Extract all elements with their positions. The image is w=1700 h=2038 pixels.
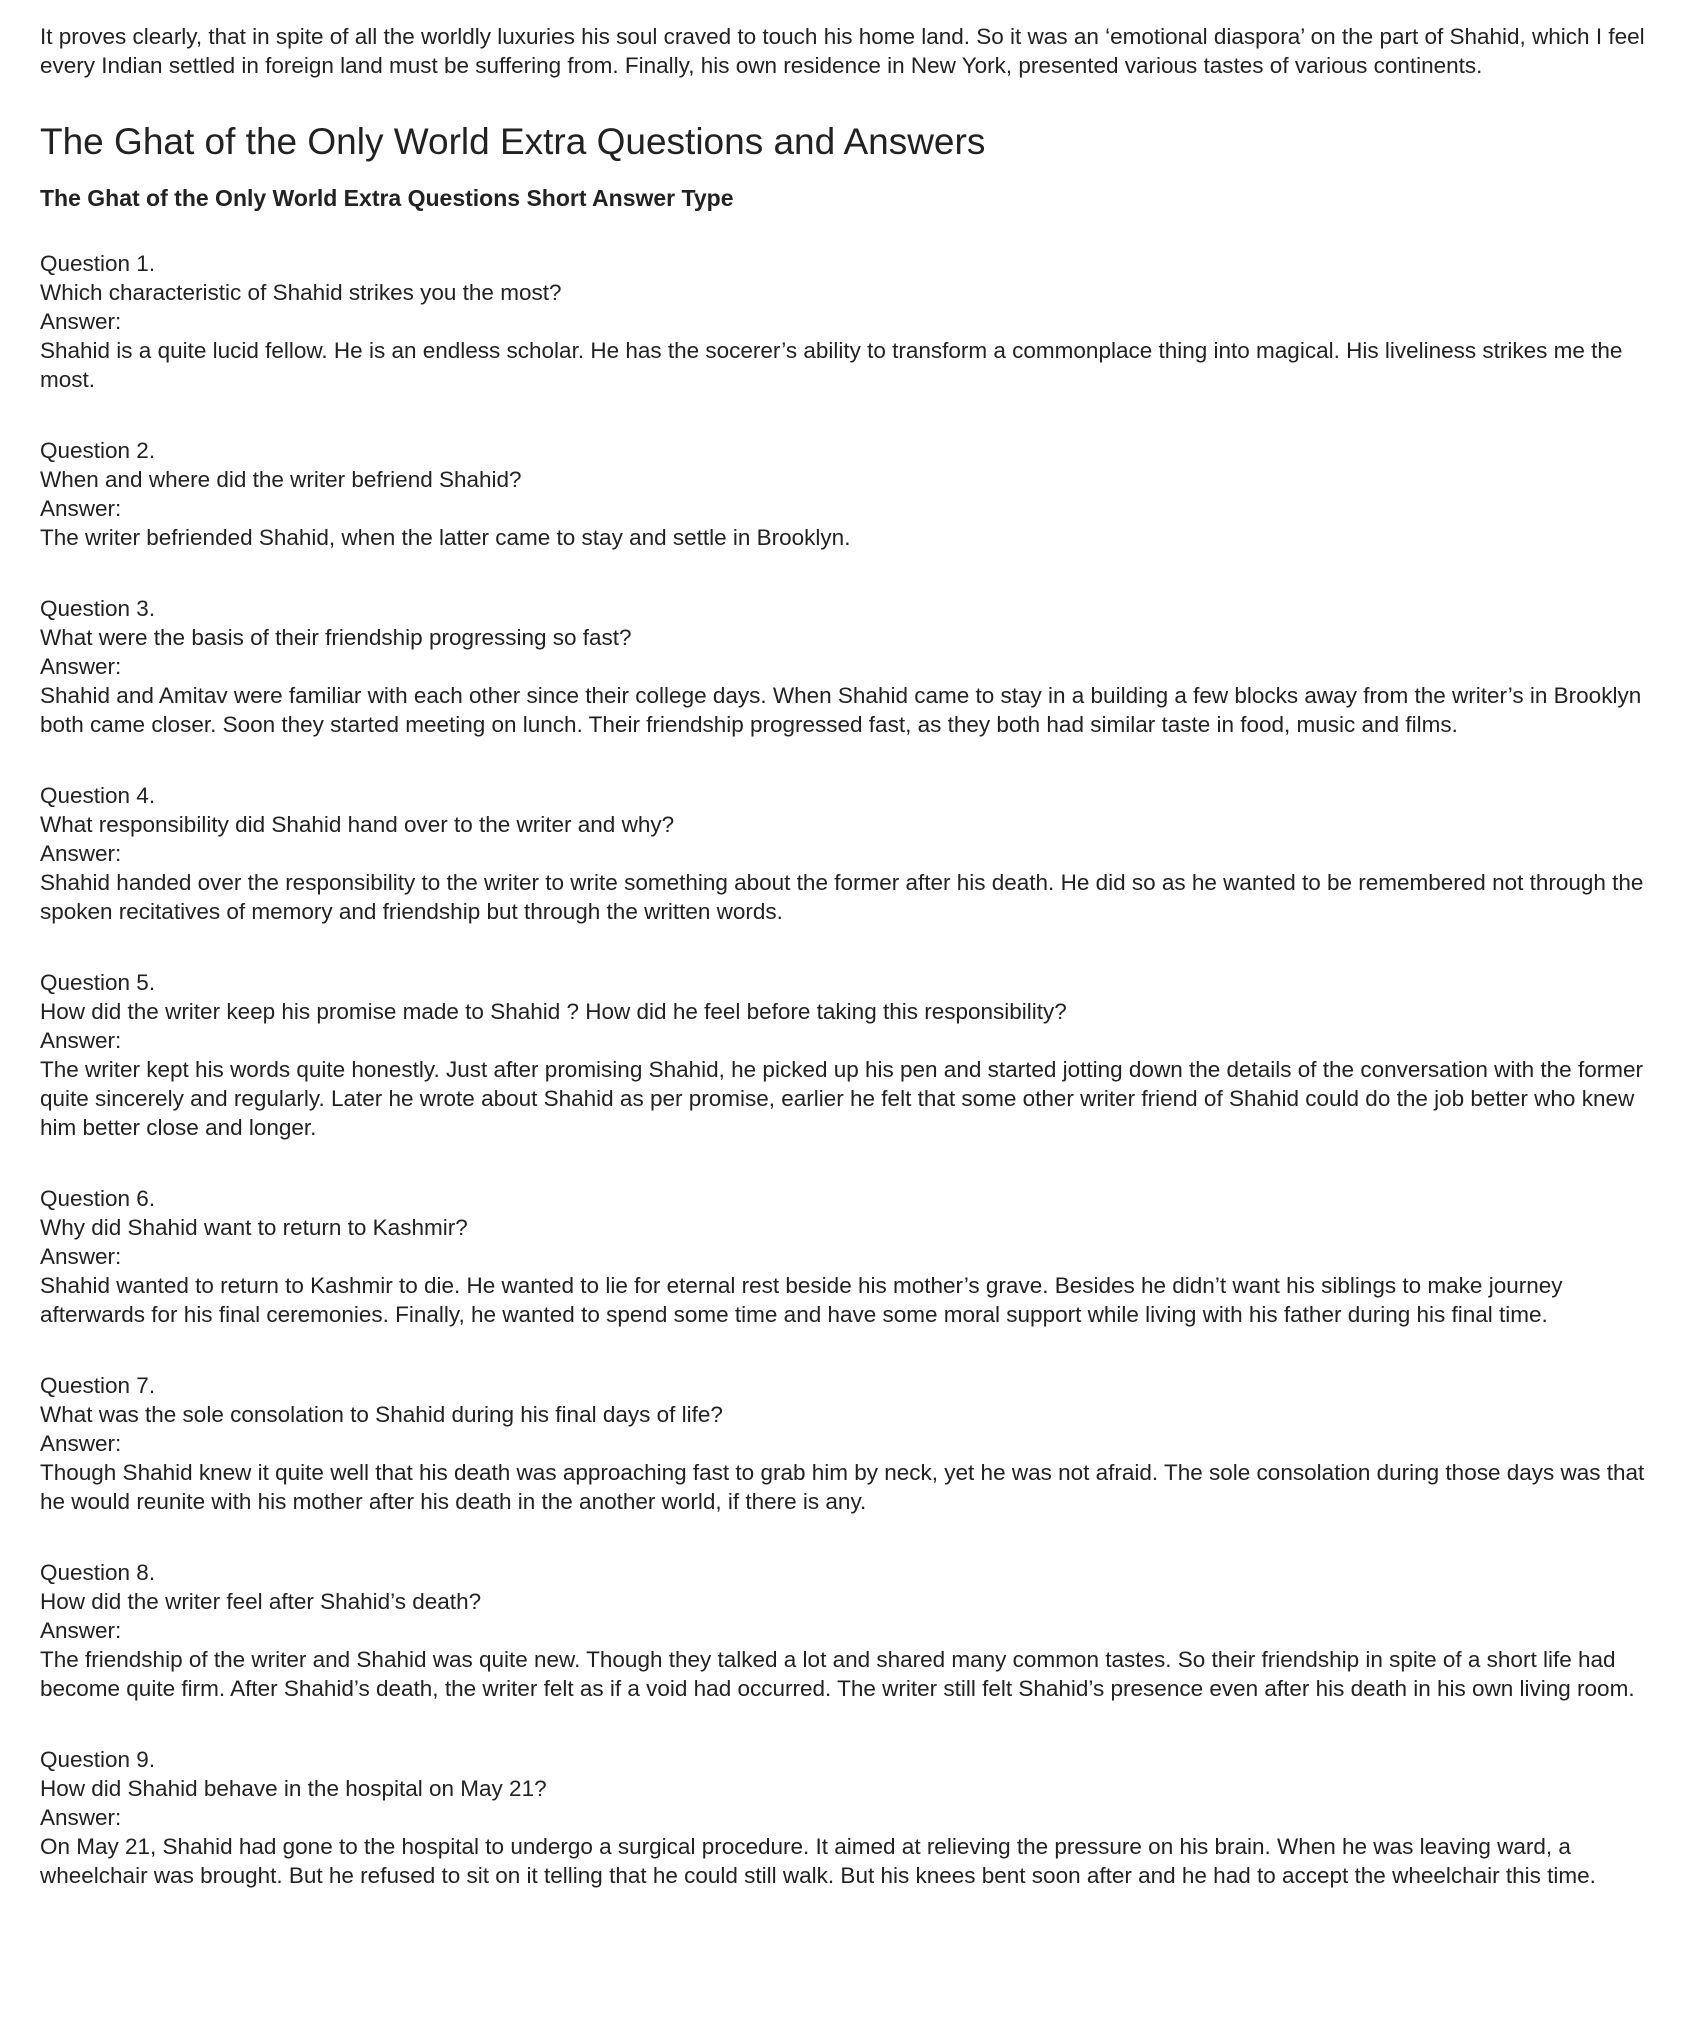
qa-item xyxy=(40,1371,1660,1516)
qa-item xyxy=(40,1745,1660,1890)
question-label: Question 4. xyxy=(40,783,156,808)
qa-item xyxy=(40,968,1660,1142)
question-text: What was the sole consolation to Shahid during his final days of life? xyxy=(40,1402,723,1427)
question-label: Question 3. xyxy=(40,596,156,621)
question-text: Why did Shahid want to return to Kashmir? xyxy=(40,1215,468,1240)
answer-text: The writer kept his words quite honestly. Just after promising Shahid, he picked up his pen and started jotting down the details of the conversation with the former quite sincerely and regularly. Later he wrote about Shahid as per promise, earlier he felt that some other writer friend of Shahid could do the job better who knew him better close and longer. xyxy=(40,1057,1643,1140)
question-text: When and where did the writer befriend Shahid? xyxy=(40,467,522,492)
answer-text: The writer befriended Shahid, when the latter came to stay and settle in Brooklyn. xyxy=(40,525,851,550)
qa-item xyxy=(40,594,1660,739)
question-label: Question 9. xyxy=(40,1747,156,1772)
question-text: Which characteristic of Shahid strikes you the most? xyxy=(40,280,562,305)
qa-item xyxy=(40,249,1660,394)
question-label: Question 2. xyxy=(40,438,156,463)
answer-label: Answer: xyxy=(40,1028,122,1053)
answer-label: Answer: xyxy=(40,1431,122,1456)
answer-label: Answer: xyxy=(40,841,122,866)
answer-text: Though Shahid knew it quite well that his death was approaching fast to grab him by neck, yet he was not afraid. The sole consolation during those days was that he would reunite with his mother after his death in the another world, if there is any. xyxy=(40,1460,1645,1514)
page-title: The Ghat of the Only World Extra Questions and Answers xyxy=(40,121,986,162)
question-label: Question 7. xyxy=(40,1373,156,1398)
question-label: Question 6. xyxy=(40,1186,156,1211)
qa-item xyxy=(40,436,1660,552)
answer-label: Answer: xyxy=(40,654,122,679)
answer-text: Shahid handed over the responsibility to the writer to write something about the former after his death. He did so as he wanted to be remembered not through the spoken recitatives of memory and friendship but through the written words. xyxy=(40,870,1644,924)
intro-paragraph: It proves clearly, that in spite of all the worldly luxuries his soul craved to touch his home land. So it was an ‘emotional diaspora’ on the part of Shahid, which I feel every Indian settled in foreign land must be suffering from. Finally, his own residence in New York, presented various tastes of various continents. xyxy=(40,24,1645,78)
answer-text: Shahid wanted to return to Kashmir to die. He wanted to lie for eternal rest beside his mother’s grave. Besides he didn’t want his siblings to make journey afterwards for his final ceremonies. Finally, he wanted to spend some time and have some moral support while living with his father during his final time. xyxy=(40,1273,1563,1327)
answer-label: Answer: xyxy=(40,1244,122,1269)
answer-label: Answer: xyxy=(40,496,122,521)
answer-text: Shahid is a quite lucid fellow. He is an endless scholar. He has the socerer’s ability to transform a commonplace thing into magical. His liveliness strikes me the most. xyxy=(40,338,1623,392)
question-text: How did the writer keep his promise made to Shahid ? How did he feel before taking this responsibility? xyxy=(40,999,1067,1024)
question-text: What were the basis of their friendship progressing so fast? xyxy=(40,625,632,650)
answer-text: The friendship of the writer and Shahid was quite new. Though they talked a lot and shared many common tastes. So their friendship in spite of a short life had become quite firm. After Shahid’s death, the writer felt as if a void had occurred. The writer still felt Shahid’s presence even after his death in his own living room. xyxy=(40,1647,1635,1701)
question-text: How did Shahid behave in the hospital on May 21? xyxy=(40,1776,547,1801)
question-text: What responsibility did Shahid hand over to the writer and why? xyxy=(40,812,675,837)
question-text: How did the writer feel after Shahid’s death? xyxy=(40,1589,482,1614)
answer-text: On May 21, Shahid had gone to the hospital to undergo a surgical procedure. It aimed at relieving the pressure on his brain. When he was leaving ward, a wheelchair was brought. But he refused to sit on it telling that he could still walk. But his knees bent soon after and he had to accept the wheelchair this time. xyxy=(40,1834,1596,1888)
qa-item xyxy=(40,1184,1660,1329)
qa-item xyxy=(40,781,1660,926)
qa-item xyxy=(40,1558,1660,1703)
question-label: Question 1. xyxy=(40,251,156,276)
answer-label: Answer: xyxy=(40,309,122,334)
question-label: Question 8. xyxy=(40,1560,156,1585)
answer-label: Answer: xyxy=(40,1805,122,1830)
question-label: Question 5. xyxy=(40,970,156,995)
answer-text: Shahid and Amitav were familiar with each other since their college days. When Shahid came to stay in a building a few blocks away from the writer’s in Brooklyn both came closer. Soon they started meeting on lunch. Their friendship progressed fast, as they both had similar taste in food, music and films. xyxy=(40,683,1642,737)
qa-list xyxy=(40,249,1660,1890)
answer-label: Answer: xyxy=(40,1618,122,1643)
section-subtitle: The Ghat of the Only World Extra Questions Short Answer Type xyxy=(40,185,734,211)
